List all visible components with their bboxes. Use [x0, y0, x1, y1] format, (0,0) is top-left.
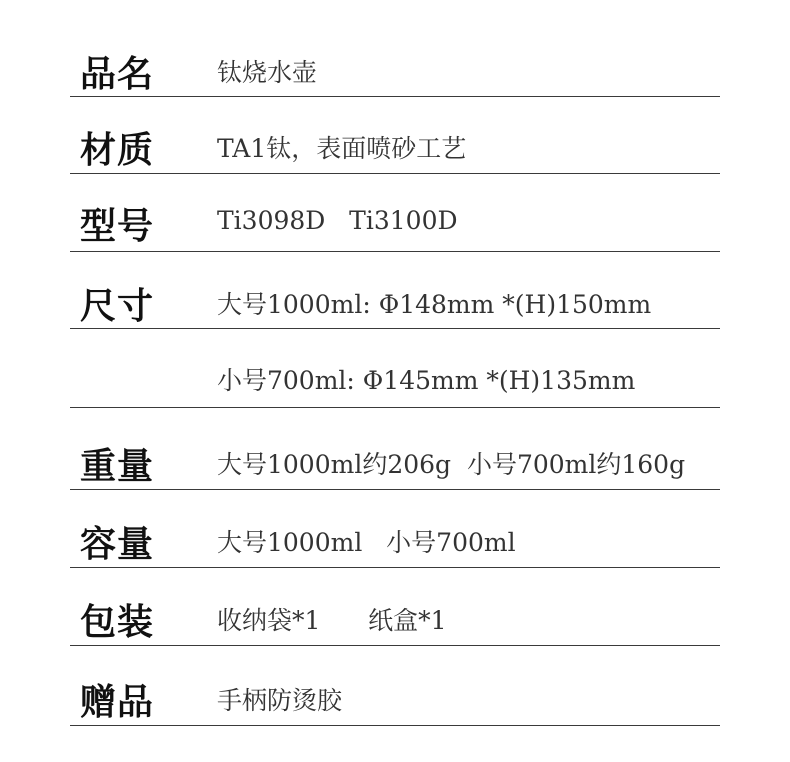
spec-label: 重量: [80, 446, 155, 487]
spec-value: 大号1000ml: Φ148mm *(H)150mm: [217, 290, 652, 319]
spec-row-gift: [70, 646, 720, 726]
spec-value: 收纳袋*1 纸盒*1: [217, 606, 447, 635]
spec-label: 材质: [80, 130, 155, 171]
spec-value: 大号1000ml约206g 小号700ml约160g: [217, 450, 686, 479]
spec-value: 手柄防烫胶: [217, 686, 343, 715]
spec-value: 大号1000ml 小号700ml: [217, 528, 516, 557]
spec-row-name: [70, 38, 720, 97]
spec-label: 包装: [80, 602, 155, 643]
spec-label: 赠品: [80, 682, 155, 723]
spec-row-weight: [70, 408, 720, 490]
spec-label: 型号: [80, 206, 155, 247]
spec-row-size-small: [70, 329, 720, 408]
spec-table: [70, 38, 720, 726]
spec-label: 容量: [80, 524, 155, 565]
spec-value: 小号700ml: Φ145mm *(H)135mm: [217, 366, 636, 395]
spec-row-packaging: [70, 568, 720, 646]
spec-row-material: [70, 97, 720, 174]
spec-label: 尺寸: [80, 286, 155, 327]
spec-value: 钛烧水壶: [217, 58, 318, 87]
spec-value: Ti3098D Ti3100D: [217, 206, 458, 235]
spec-label: 品名: [80, 54, 155, 95]
spec-value: TA1钛，表面喷砂工艺: [217, 134, 467, 163]
spec-row-capacity: [70, 490, 720, 568]
spec-row-model: [70, 174, 720, 252]
spec-row-size-large: [70, 252, 720, 329]
